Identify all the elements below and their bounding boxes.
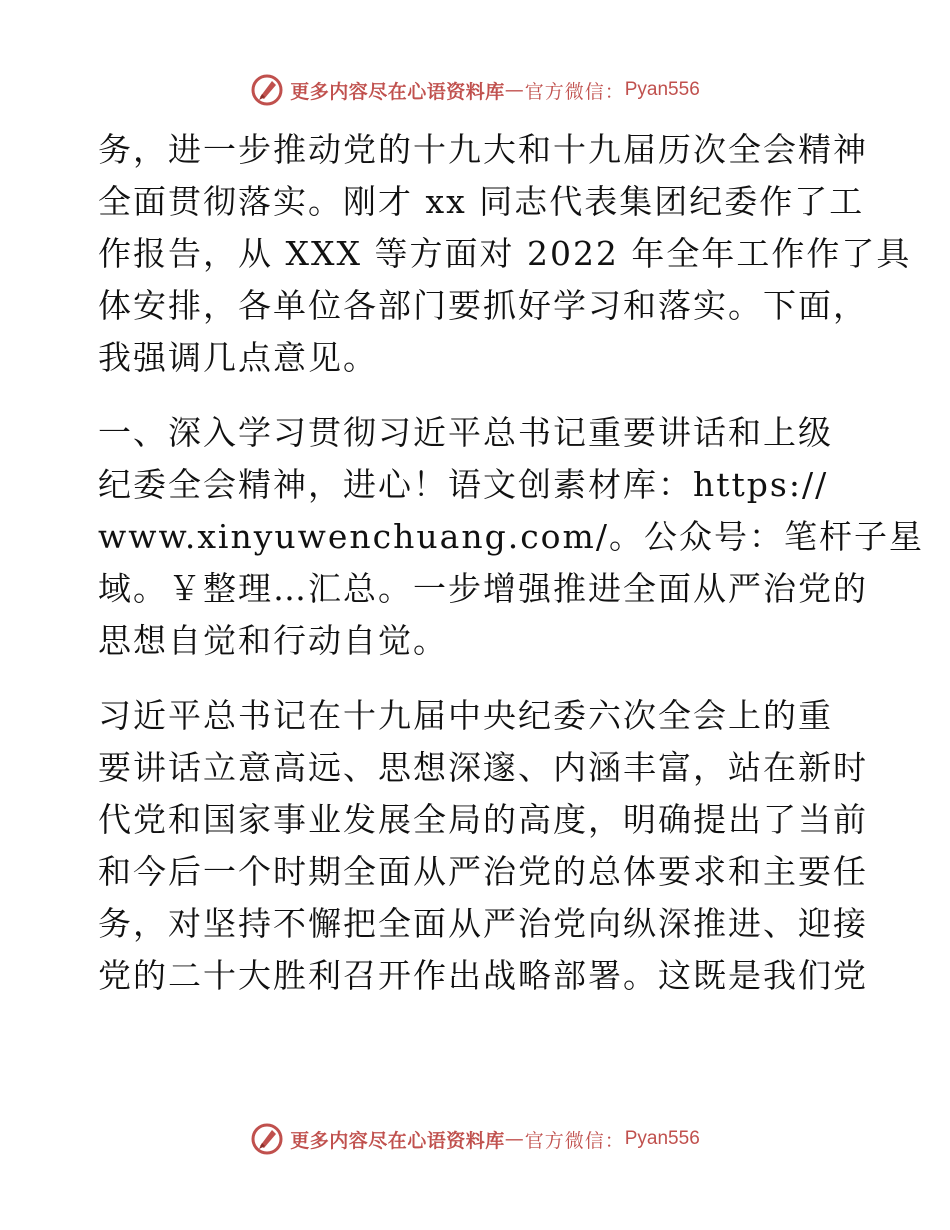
banner-wechat-id: Pyan556 <box>624 1128 700 1149</box>
paragraph-1 <box>98 124 912 384</box>
text-line: 思想自觉和行动自觉。 <box>98 621 448 660</box>
document-body <box>98 124 924 1002</box>
footer-banner <box>0 1119 950 1159</box>
banner-wechat-id: Pyan556 <box>624 79 700 100</box>
banner-title: 更多内容尽在心语资料库 <box>290 80 505 103</box>
header-banner <box>0 70 950 110</box>
text-line: 代党和国家事业发展全局的高度，明确提出了当前 <box>98 800 868 839</box>
text-line: 和今后一个时期全面从严治党的总体要求和主要任 <box>98 852 868 891</box>
banner-label: 官方微信： <box>524 80 625 103</box>
paragraph-3 <box>98 690 868 1002</box>
banner-separator: — <box>504 1128 525 1150</box>
text-line: 务，进一步推动党的十九大和十九届历次全会精神 <box>98 130 868 169</box>
text-line: 务，对坚持不懈把全面从严治党向纵深推进、迎接 <box>98 904 868 943</box>
banner-label: 官方微信： <box>524 1129 625 1152</box>
text-line: www.xinyuwenchuang.com/。公众号：笔杆子星 <box>98 517 924 556</box>
text-line: 域。￥整理…汇总。一步增强推进全面从严治党的 <box>98 569 868 608</box>
text-line: 全面贯彻落实。刚才 xx 同志代表集团纪委作了工 <box>98 182 865 221</box>
text-line: 我强调几点意见。 <box>98 338 378 377</box>
banner-title: 更多内容尽在心语资料库 <box>290 1129 505 1152</box>
text-line: 体安排，各单位各部门要抓好学习和落实。下面， <box>98 286 868 325</box>
text-line: 一、深入学习贯彻习近平总书记重要讲话和上级 <box>98 413 833 452</box>
banner-separator: — <box>504 79 525 101</box>
pen-nib-logo-icon <box>250 73 284 107</box>
text-line: 作报告，从 XXX 等方面对 2022 年全年工作作了具 <box>98 234 912 273</box>
text-line: 党的二十大胜利召开作出战略部署。这既是我们党 <box>98 956 868 995</box>
pen-nib-logo-icon <box>250 1122 284 1156</box>
text-line: 习近平总书记在十九届中央纪委六次全会上的重 <box>98 696 833 735</box>
paragraph-2 <box>98 407 924 667</box>
text-line: 纪委全会精神，进心！语文创素材库：https:// <box>98 465 829 504</box>
text-line: 要讲话立意高远、思想深邃、内涵丰富，站在新时 <box>98 748 868 787</box>
